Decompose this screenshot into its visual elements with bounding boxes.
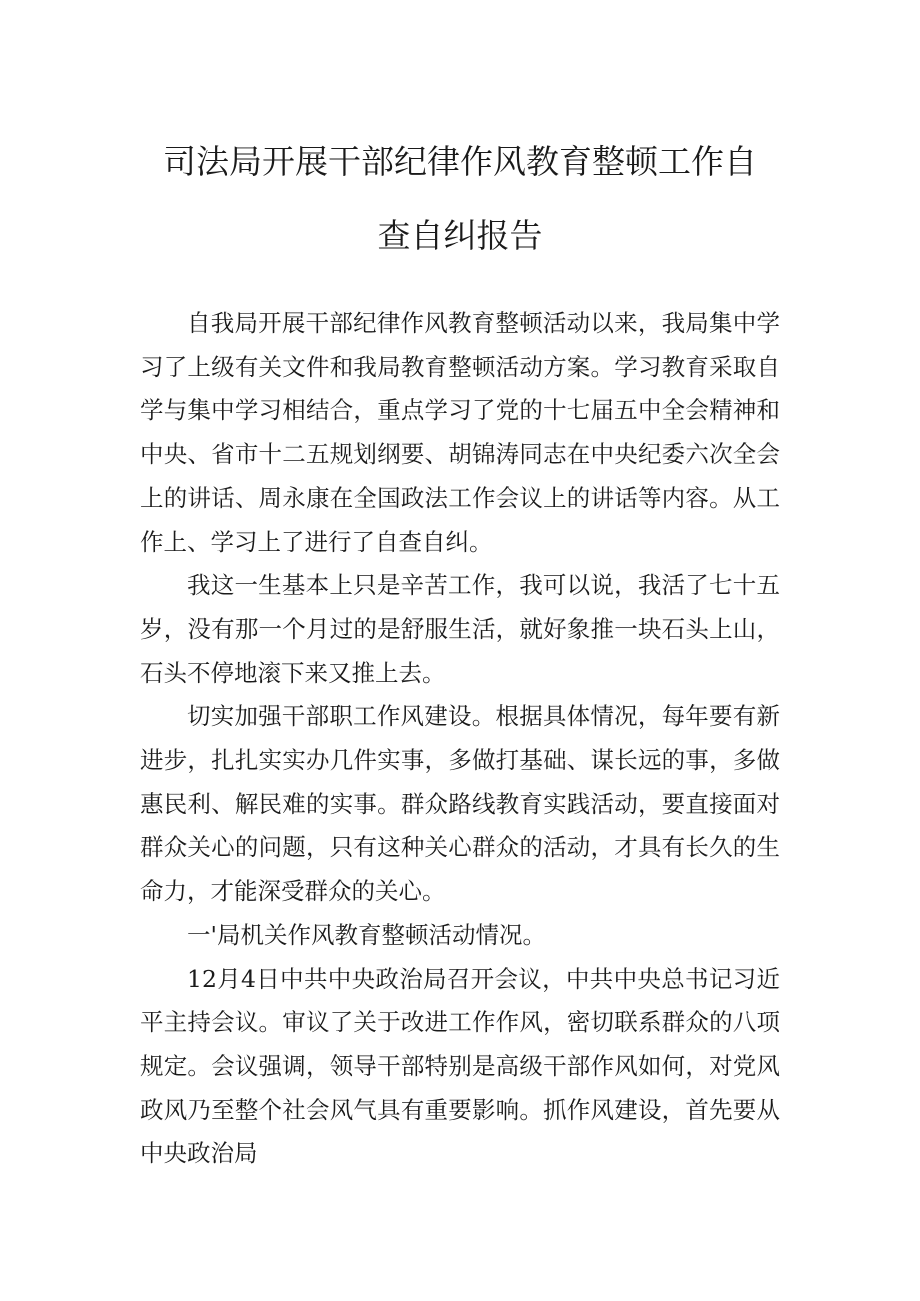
- document-title-line-1: 司法局开展干部纪律作风教育整顿工作自: [163, 142, 757, 181]
- document-title-line-2: 查自纠报告: [377, 216, 543, 255]
- body-paragraph: 自我局开展干部纪律作风教育整顿活动以来，我局集中学习了上级有关文件和我局教育整顿活动方案。学习教育采取自学与集中学习相结合，重点学习了党的十七届五中全会精神和中央、省市十二五规划纲要、胡锦涛同志在中央纪委六次全会上的讲话、周永康在全国政法工作会议上的讲话等内容。从工作上、学习上了进行了自查自纠。: [140, 309, 780, 556]
- body-paragraph: 一'局机关作风教育整顿活动情况。: [187, 920, 546, 949]
- body-paragraph: 我这一生基本上只是辛苦工作，我可以说，我活了七十五岁，没有那一个月过的是舒服生活，就好象推一块石头上山，石头不停地滚下来又推上去。: [140, 571, 780, 687]
- document-body: [140, 302, 780, 1176]
- body-paragraph: 12月4日中共中央政治局召开会议，中共中央总书记习近平主持会议。审议了关于改进工作作风，密切联系群众的八项规定。会议强调，领导干部特别是高级干部作风如何，对党风政风乃至整个社会风气具有重要影响。抓作风建设，首先要从中央政治局: [140, 964, 780, 1168]
- body-paragraph: 切实加强干部职工作风建设。根据具体情况，每年要有新进步，扎扎实实办几件实事，多做打基础、谋长远的事，多做惠民利、解民难的实事。群众路线教育实践活动，要直接面对群众关心的问题，只有这种关心群众的活动，才具有长久的生命力，才能深受群众的关心。: [140, 702, 780, 906]
